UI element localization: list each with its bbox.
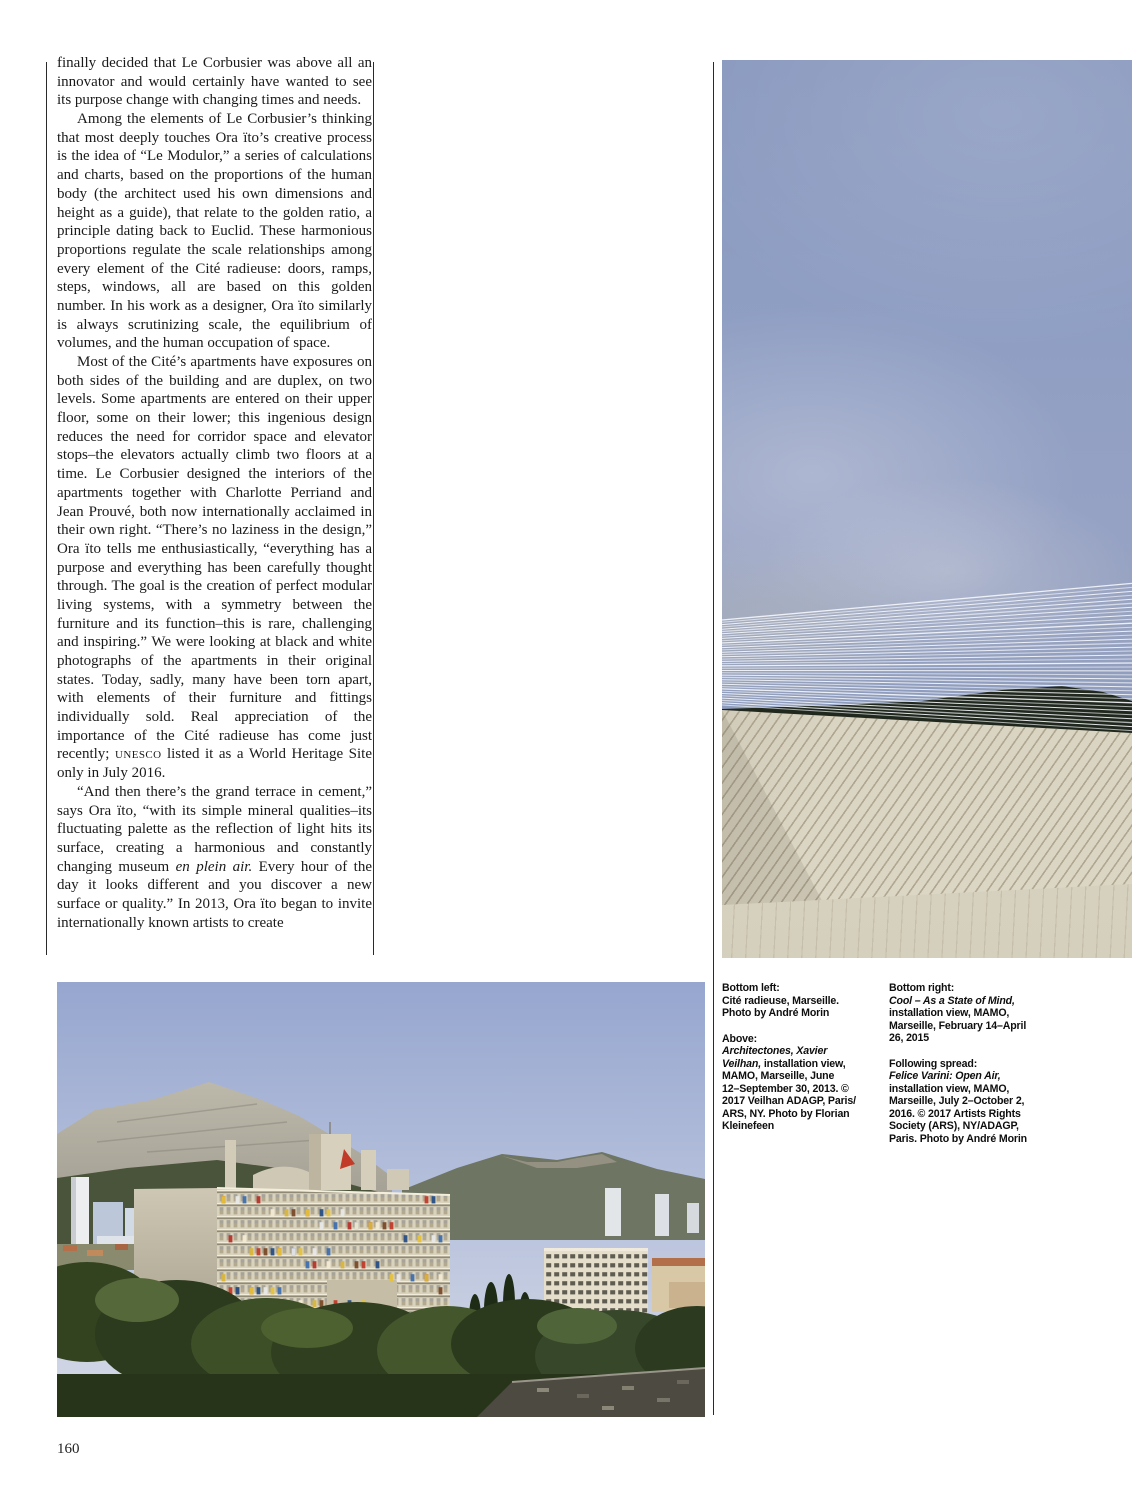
article-text-column <box>57 54 372 932</box>
caption-line <box>889 1070 1067 1083</box>
article-paragraph <box>57 783 372 933</box>
text-segment: Veilhan, <box>722 1057 762 1070</box>
text-segment: 12–September 30, 2013. © <box>722 1082 849 1095</box>
scene-right-houses <box>652 1258 705 1312</box>
caption-line <box>889 1108 1067 1121</box>
caption-block <box>722 1033 877 1133</box>
photo-cite-radieuse <box>57 982 705 1417</box>
text-segment: Every hour of the day it looks different and you discover a new surface or quality.” In 2013, Ora ïto began to invite internationally known artists to create <box>57 858 372 931</box>
page-number: 160 <box>57 1441 80 1457</box>
text-segment: Bottom left: <box>722 982 780 994</box>
article-paragraph <box>57 110 372 353</box>
caption-line <box>889 1095 1067 1108</box>
caption-line <box>889 1007 1067 1020</box>
caption-line <box>722 1058 877 1071</box>
caption-line <box>722 1120 877 1133</box>
text-segment: Bottom right: <box>889 982 955 994</box>
photo-cite-radieuse-scene <box>57 982 705 1417</box>
text-segment: Felice Varini: Open Air, <box>889 1070 1001 1083</box>
caption-column-left <box>722 982 877 1146</box>
text-segment: en plein air. <box>175 858 253 875</box>
caption-line <box>889 1133 1067 1146</box>
text-segment: “And then there’s the grand terrace in cement,” says Ora ïto, “with its simple mineral qualities–its fluctuating palette as the reflection of light hits its surface, creating a harmonious and constantly changing museum <box>57 783 372 875</box>
caption-line <box>889 1020 1067 1033</box>
caption-line <box>722 982 877 995</box>
caption-line <box>722 1108 877 1121</box>
text-segment: listed it as a World Heritage Site only in July 2016. <box>57 746 372 782</box>
caption-block <box>889 1058 1067 1146</box>
caption-block <box>889 982 1067 1045</box>
caption-line <box>889 1083 1067 1096</box>
caption-block <box>722 982 877 1020</box>
text-segment: installation view, <box>761 1057 846 1070</box>
text-segment: MAMO, Marseille, June <box>722 1070 835 1083</box>
caption-line <box>722 1045 877 1058</box>
caption-line <box>722 1095 877 1108</box>
text-segment: Photo by André Morin <box>722 1007 830 1020</box>
caption-line <box>722 1083 877 1096</box>
caption-line <box>722 1033 877 1046</box>
text-segment: Paris. Photo by André Morin <box>889 1133 1027 1146</box>
text-segment: Marseille, July 2–October 2, <box>889 1095 1025 1108</box>
caption-line <box>722 1007 877 1020</box>
photo-mamo-terrace <box>722 60 1132 958</box>
caption-line <box>722 1070 877 1083</box>
text-segment: Following spread: <box>889 1057 978 1070</box>
text-segment: Cool – As a State of Mind, <box>889 994 1015 1007</box>
scene-neighbor-roof <box>544 1248 648 1251</box>
text-segment: Most of the Cité’s apartments have exposures on both sides of the building and are duplex, on two levels. Some apartments are entered on their upper floor, some on their lower; this ingenious design reduces the need for corridor space and elevator stops–the elevators actually climb two floors at a time. Le Corbusier designed the interiors of the apartments together with Charlotte Perriand and Jean Prouvé, both now internationally acclaimed in their own right. “There’s no laziness in the design,” Ora ïto tells me enthusiastically, “everything has a purpose and everything has been carefully thought through. The goal is the creation of perfect modular living systems, with a symmetry between the furniture and its function–this is rare, challenging and inspiring.” We were looking at black and white photographs of the apartments in their original states. Today, sadly, many have been torn apart, with elements of their furniture and fittings individually sold. Real appreciation of the importance of the Cité radieuse has come just recently; <box>57 354 372 763</box>
text-segment: finally decided that Le Corbusier was above all an innovator and would certainly have wanted to see its purpose change with changing times and needs. <box>57 55 372 109</box>
text-segment: 26, 2015 <box>889 1032 930 1045</box>
text-segment: Among the elements of Le Corbusier’s thinking that most deeply touches Ora ïto’s creative process is the idea of “Le Modulor,” a series of calculations and charts, based on the proportions of the human body (the architect used his own dimensions and height as a guide), that relate to the golden ratio, a principle dating back to Euclid. These harmonious proportions regulate the scale relationships among every element of the Cité radieuse: doors, ramps, steps, windows, all are based on this golden number. In his work as a designer, Ora ïto similarly is always scrutinizing scale, the equilibrium of volumes, and the human occupation of space. <box>57 111 372 352</box>
article-paragraph <box>57 54 372 110</box>
text-segment: Above: <box>722 1032 758 1045</box>
caption-line <box>889 1120 1067 1133</box>
column-rule-center <box>713 62 714 1415</box>
caption-line <box>722 995 877 1008</box>
text-segment: Architectones, Xavier <box>722 1045 828 1058</box>
column-rule-right <box>373 62 374 955</box>
article-paragraph <box>57 353 372 783</box>
caption-column-right <box>889 982 1067 1159</box>
caption-line <box>889 1058 1067 1071</box>
text-segment: 2017 Veilhan ADAGP, Paris/ <box>722 1095 856 1108</box>
text-segment: unesco <box>115 746 162 763</box>
column-rule-left <box>46 62 47 955</box>
text-segment: 2016. © 2017 Artists Rights <box>889 1107 1021 1120</box>
text-segment: Society (ARS), NY/ADAGP, <box>889 1120 1019 1133</box>
caption-line <box>889 982 1067 995</box>
caption-line <box>889 995 1067 1008</box>
text-segment: Kleinefeen <box>722 1120 775 1133</box>
text-segment: Cité radieuse, Marseille. <box>722 994 839 1007</box>
text-segment: installation view, MAMO, <box>889 1007 1010 1020</box>
text-segment: ARS, NY. Photo by Florian <box>722 1107 850 1120</box>
caption-line <box>889 1032 1067 1045</box>
text-segment: installation view, MAMO, <box>889 1082 1010 1095</box>
text-segment: Marseille, February 14–April <box>889 1019 1027 1032</box>
